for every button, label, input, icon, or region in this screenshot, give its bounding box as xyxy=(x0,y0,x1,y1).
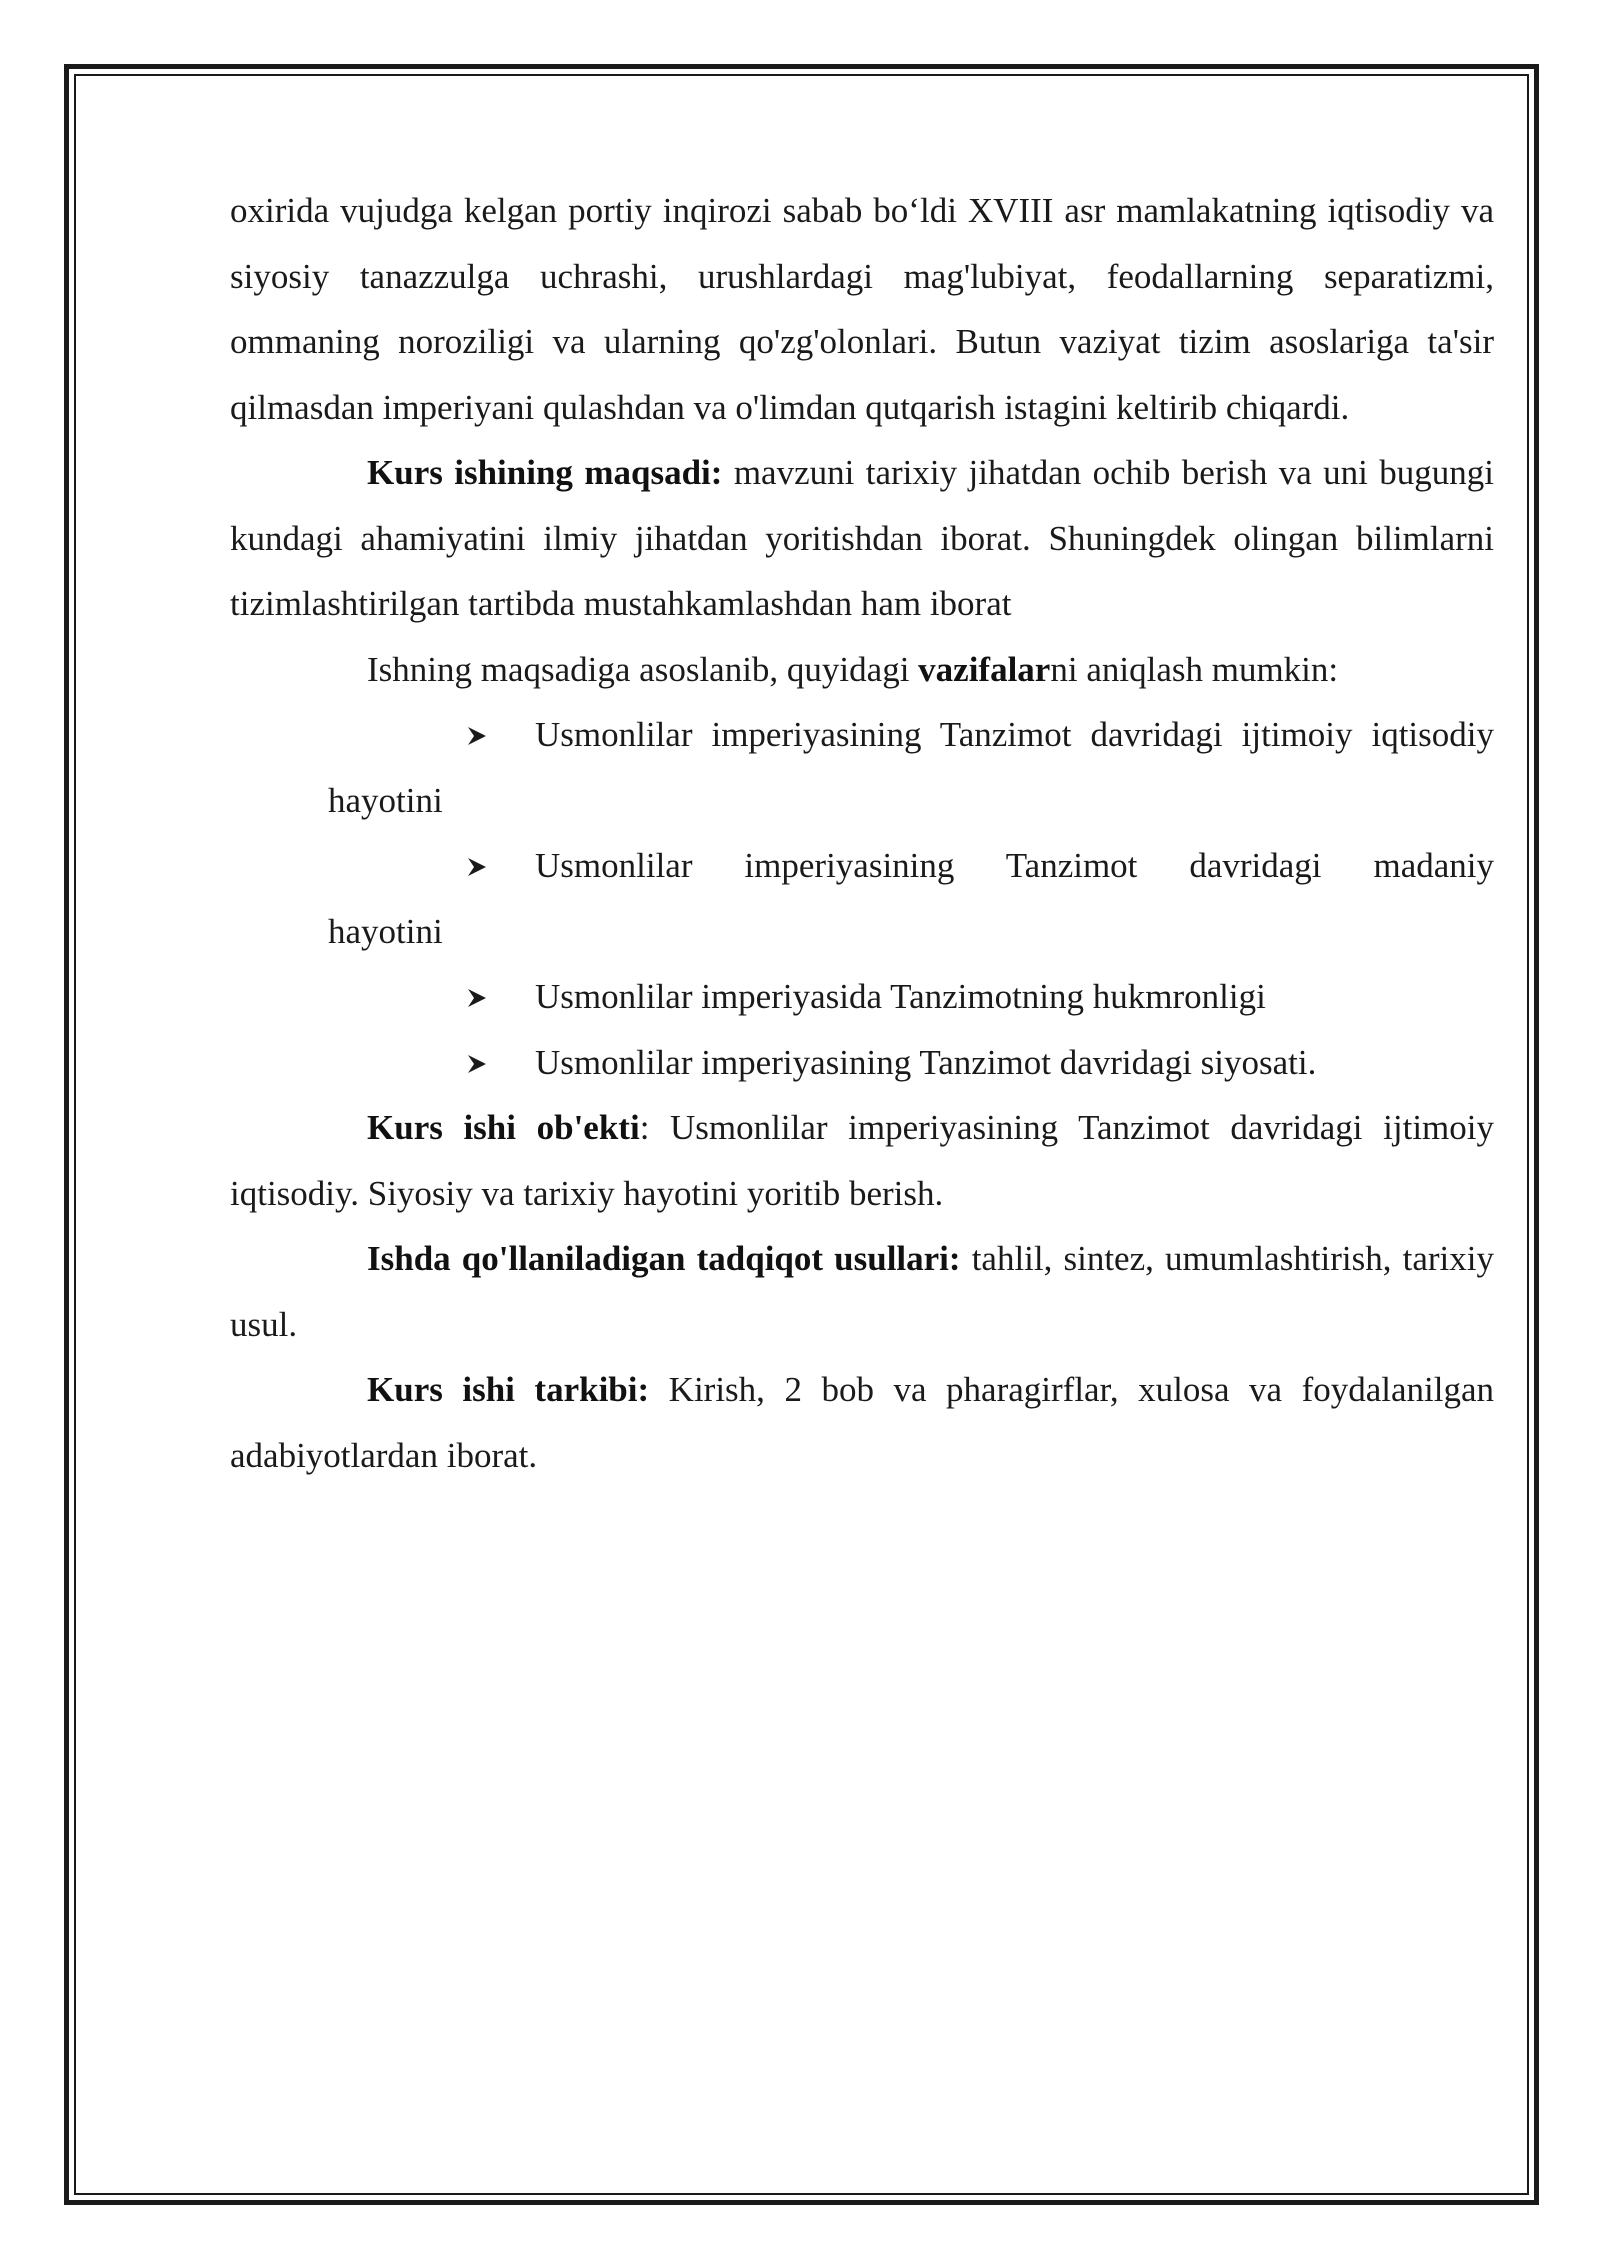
task-item xyxy=(230,833,1494,964)
tasks-intro-paragraph xyxy=(230,637,1494,703)
task-text: Usmonlilar imperiyasining Tanzimot davridagi ijtimoiy iqtisodiy xyxy=(535,715,1494,754)
task-item xyxy=(230,702,1494,833)
arrow-bullet-icon xyxy=(466,1053,488,1075)
task-item xyxy=(230,964,1494,1030)
task-text: Usmonlilar imperiyasining Tanzimot davridagi siyosati. xyxy=(535,1042,1317,1082)
object-label: Kurs ishi ob'ekti xyxy=(367,1108,640,1147)
tasks-intro-after: ni aniqlash mumkin: xyxy=(1050,649,1339,689)
structure-paragraph xyxy=(230,1357,1494,1488)
task-text: Usmonlilar imperiyasining Tanzimot davridagi madaniy xyxy=(535,846,1494,885)
tasks-intro-bold: vazifalar xyxy=(918,649,1051,689)
goal-paragraph xyxy=(230,440,1494,637)
methods-label: Ishda qo'llaniladigan tadqiqot usullari: xyxy=(367,1239,961,1278)
methods-text: tahlil, sintez, umumlashtirish, tarixiy usul. xyxy=(230,1239,1494,1344)
methods-paragraph xyxy=(230,1226,1494,1357)
arrow-bullet-icon xyxy=(466,987,488,1009)
task-text-continued: hayotini xyxy=(328,911,443,951)
task-item xyxy=(230,1030,1494,1096)
document-body xyxy=(230,178,1494,1488)
intro-paragraph: oxirida vujudga kelgan portiy inqirozi sabab bo‘ldi XVIII asr mamlakatning iqtisodiy va siyosiy tanazzulga uchrashi, urushlardagi mag'lubiyat, feodallarning separatizmi, ommaning noroziligi va ularning qo'zg'olonlari. Butun vaziyat tizim asoslariga ta'sir qilmasdan imperiyani qulashdan va o'limdan qutqarish istagini keltirib chiqardi. xyxy=(230,191,1494,427)
object-text: : Usmonlilar imperiyasining Tanzimot davridagi ijtimoiy iqtisodiy. Siyosiy va tarixiy hayotini yoritib berish. xyxy=(230,1108,1494,1213)
task-text: Usmonlilar imperiyasida Tanzimotning hukmronligi xyxy=(535,977,1266,1016)
goal-text: mavzuni tarixiy jihatdan ochib berish va uni bugungi kundagi ahamiyatini ilmiy jihatdan yoritishdan iborat. Shuningdek olingan bilimlarni tizimlashtirilgan tartibda mustahkamlashdan ham iborat xyxy=(230,453,1494,623)
task-text-continued: hayotini xyxy=(328,780,443,820)
structure-text: Kirish, 2 bob va pharagirflar, xulosa va foydalanilgan adabiyotlardan iborat. xyxy=(230,1370,1494,1475)
goal-label: Kurs ishining maqsadi: xyxy=(367,453,723,492)
structure-label: Kurs ishi tarkibi: xyxy=(367,1370,650,1409)
arrow-bullet-icon xyxy=(466,856,488,878)
arrow-bullet-icon xyxy=(466,725,488,747)
tasks-intro-before: Ishning maqsadiga asoslanib, quyidagi xyxy=(367,649,919,689)
object-paragraph xyxy=(230,1095,1494,1226)
